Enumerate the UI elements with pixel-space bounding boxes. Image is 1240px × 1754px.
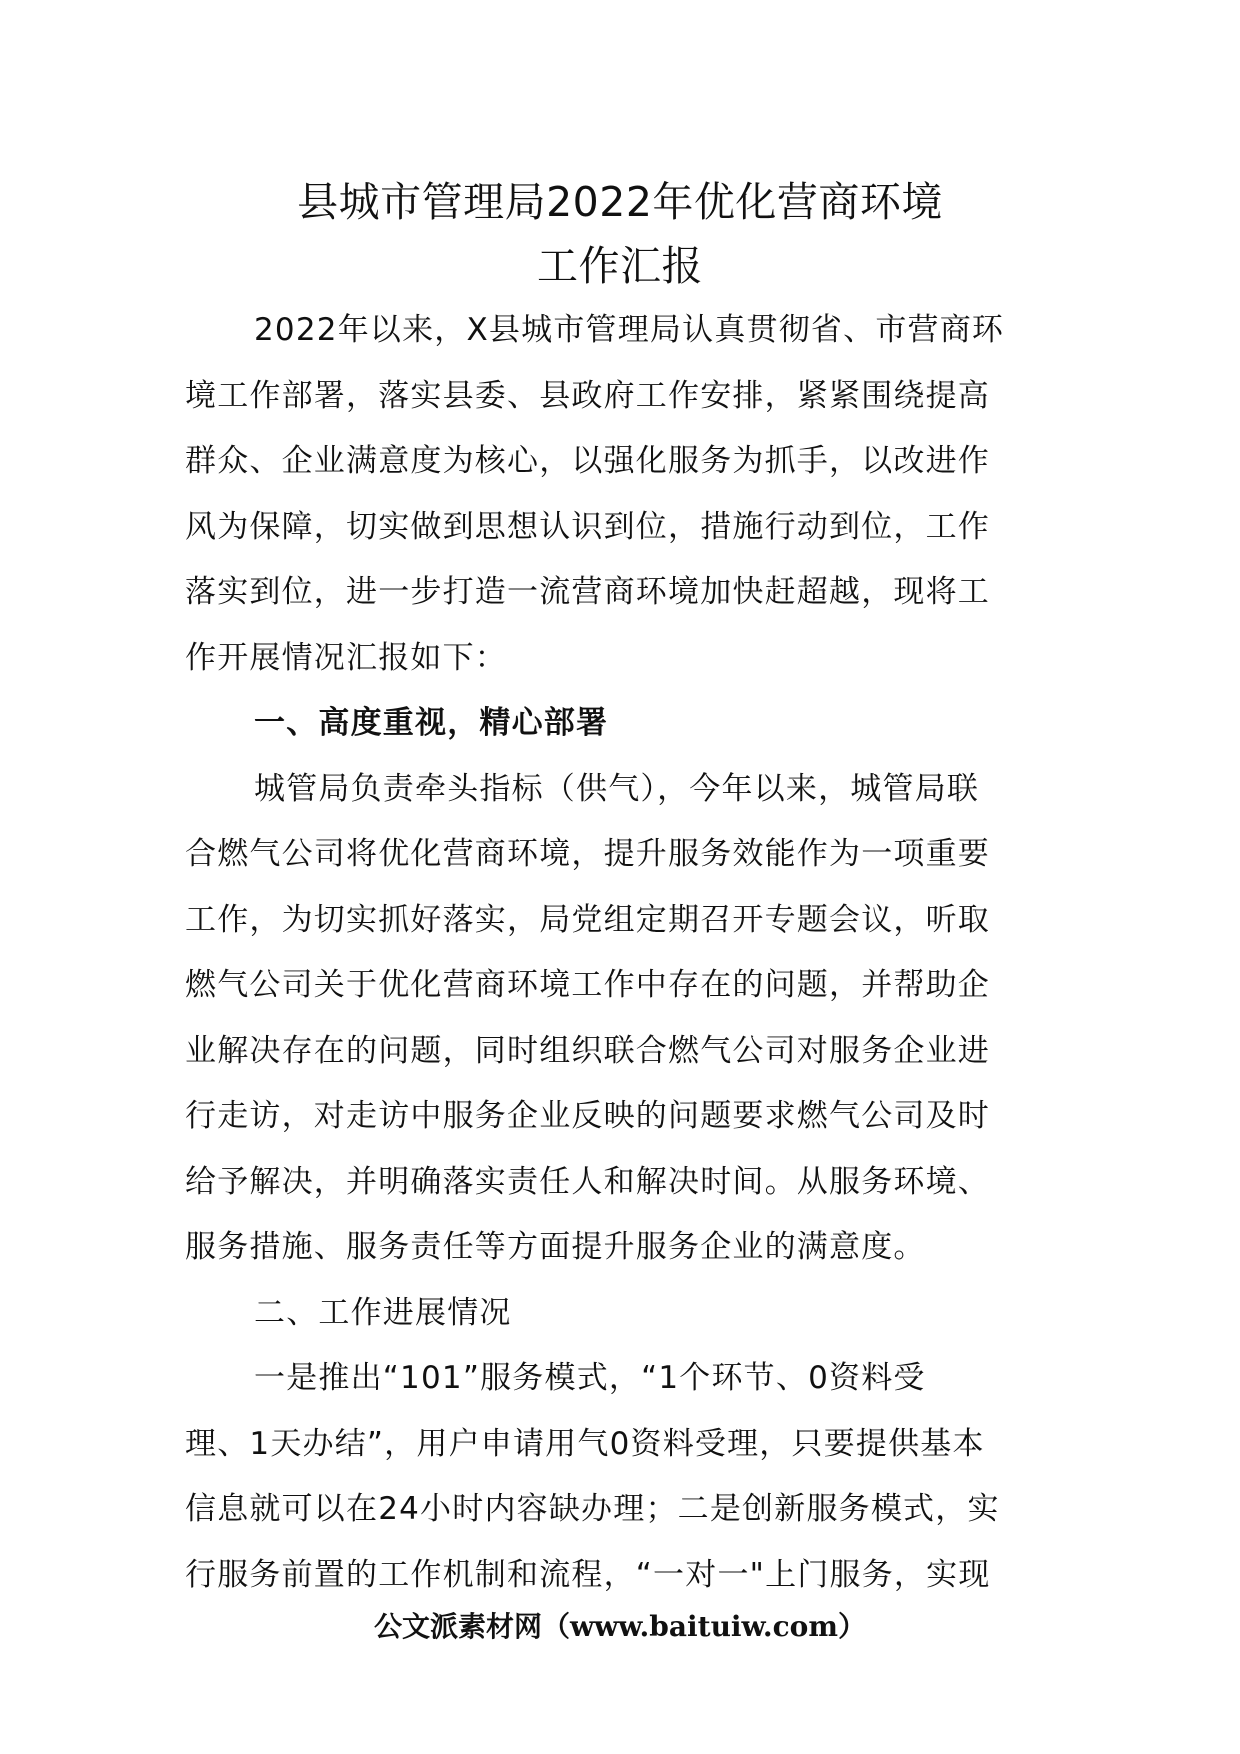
paragraph-line: 行服务前置的工作机制和流程，“一对一"上门服务，实现 (185, 1556, 991, 1593)
document-title-line-2: 工作汇报 (537, 242, 703, 290)
paragraph-line: 燃气公司关于优化营商环境工作中存在的问题，并帮助企 (185, 967, 990, 1003)
paragraph-line: 行走访，对走访中服务企业反映的问题要求燃气公司及时 (185, 1098, 990, 1134)
paragraph-line: 服务措施、服务责任等方面提升服务企业的满意度。 (185, 1229, 926, 1265)
paragraph-line: 给予解决，并明确落实责任人和解决时间。从服务环境、 (185, 1163, 990, 1200)
paragraph-line: 落实到位，进一步打造一流营商环境加快赶超越，现将工 (185, 574, 990, 610)
paragraph-line: 风为保障，切实做到思想认识到位，措施行动到位，工作 (185, 508, 990, 545)
section-heading-2: 二、工作进展情况 (254, 1294, 512, 1331)
paragraph-line: 信息就可以在24小时内容缺办理；二是创新服务模式，实 (185, 1491, 1000, 1527)
document-body (185, 298, 1055, 1608)
paragraph-line: 业解决存在的问题，同时组织联合燃气公司对服务企业进 (185, 1032, 990, 1069)
section-heading-1: 一、高度重视，精心部署 (254, 705, 609, 741)
footer-watermark: 公文派素材网（www.baituiw.com） (374, 1610, 866, 1643)
paragraph-line: 群众、企业满意度为核心，以强化服务为抓手，以改进作 (185, 443, 990, 479)
paragraph-line: 作开展情况汇报如下： (185, 639, 507, 676)
document-title-line-1: 县城市管理局2022年优化营商环境 (297, 178, 943, 226)
paragraph-line: 一是推出“101”服务模式，“1个环节、0资料受 (254, 1360, 926, 1396)
paragraph-line: 理、1天办结”，用户申请用气0资料受理，只要提供基本 (185, 1425, 985, 1462)
paragraph-line: 2022年以来，X县城市管理局认真贯彻省、市营商环 (254, 312, 1005, 348)
paragraph-line: 工作，为切实抓好落实，局党组定期召开专题会议，听取 (185, 901, 990, 938)
paragraph-line: 境工作部署，落实县委、县政府工作安排，紧紧围绕提高 (185, 377, 990, 414)
paragraph-line: 合燃气公司将优化营商环境，提升服务效能作为一项重要 (185, 836, 990, 872)
paragraph-line: 城管局负责牵头指标（供气），今年以来，城管局联 (254, 770, 980, 807)
